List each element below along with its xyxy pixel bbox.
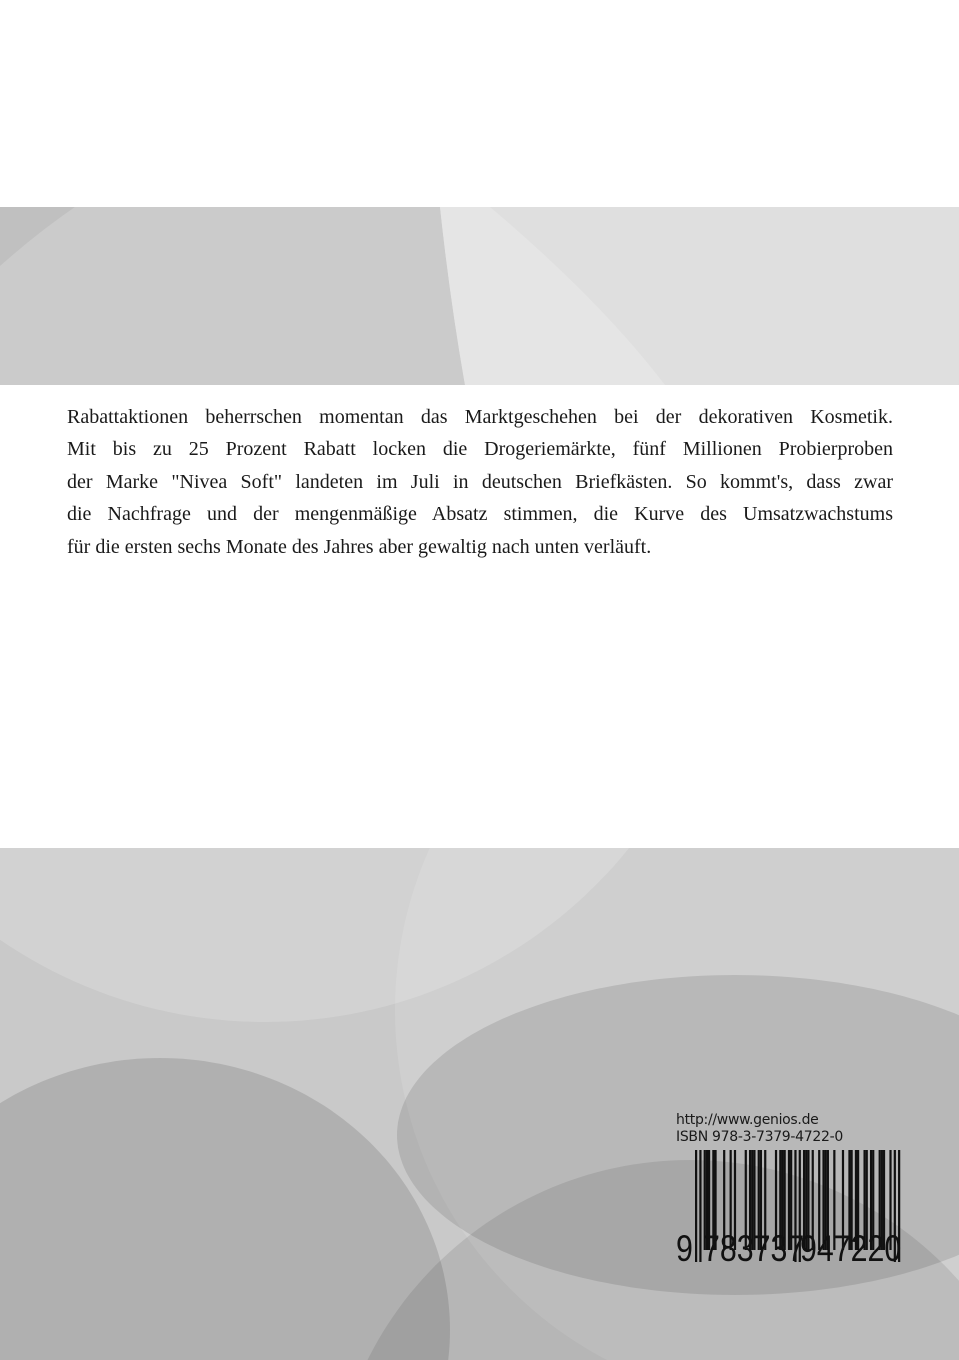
isbn-label: ISBN 978-3-7379-4722-0 (676, 1129, 843, 1145)
barcode-left-digits: 783737 (703, 1228, 805, 1269)
blurb-paragraph (67, 401, 893, 563)
isbn-block (676, 1112, 916, 1269)
blurb-line: Rabattaktionen beherrschen momentan das Marktgeschehen bei der dekorativen Kosmetik. (67, 406, 893, 428)
blurb-line: Mit bis zu 25 Prozent Rabatt locken die Drogeriemärkte, fünf Millionen Probierproben (67, 438, 893, 461)
barcode-bar (699, 1150, 701, 1262)
barcode-bar (695, 1150, 697, 1262)
bottom-decorative-band (0, 848, 959, 1360)
barcode-right-digits: 947220 (800, 1228, 902, 1269)
top-decorative-band (0, 207, 959, 385)
blurb-line: die Nachfrage und der mengenmäßige Absatz stimmen, die Kurve des Umsatzwachstums (67, 503, 893, 526)
blurb-line: der Marke "Nivea Soft" landeten im Juli in deutschen Briefkästen. So kommt's, dass zwar (67, 470, 893, 493)
publisher-url[interactable]: http://www.genios.de (676, 1112, 819, 1128)
barcode-first-digit: 9 (676, 1228, 693, 1269)
blurb-line: für die ersten sechs Monate des Jahres aber gewaltig nach unten verläuft. (67, 535, 652, 558)
